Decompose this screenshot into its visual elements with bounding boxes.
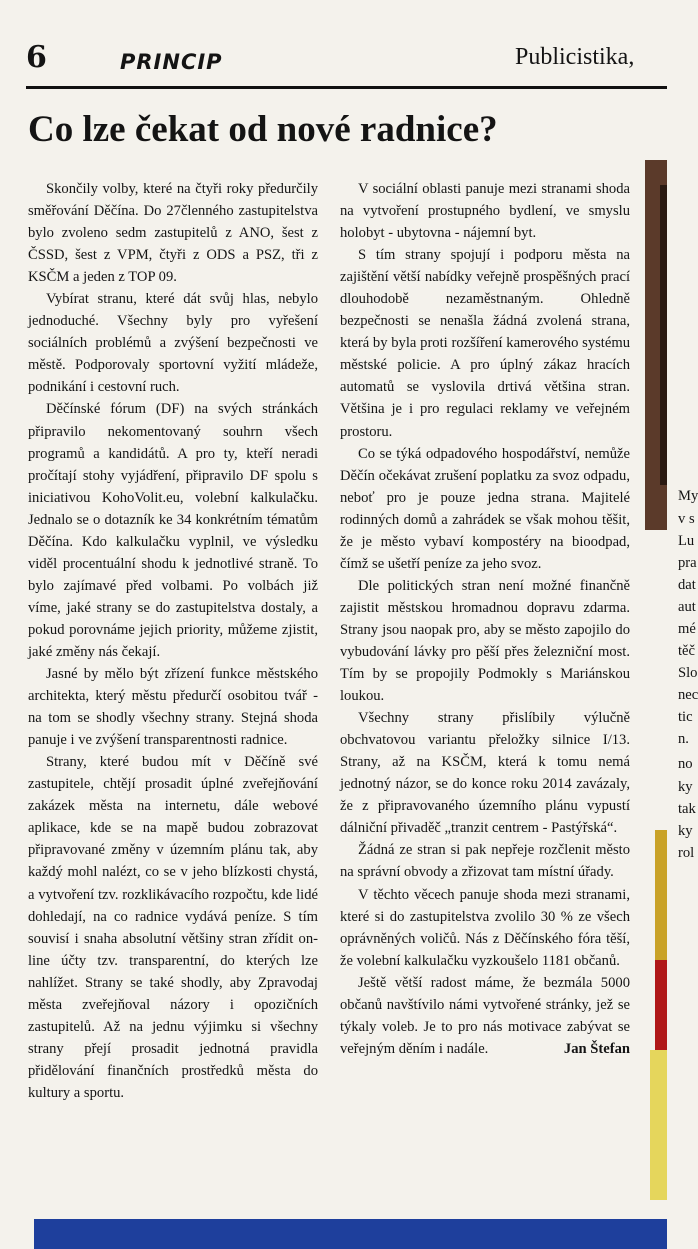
paragraph: Vybírat stranu, které dát svůj hlas, nebylo jednoduché. Všechny byly pro vyřešení sociálních problémů a zvýšení bezpečnosti ve městě. Podporovaly sportovní vyžití mládeže, podnikání i cestovní ruch. [28, 291, 318, 396]
neighbor-text-fragment: dat [678, 577, 696, 593]
neighbor-text-fragment: nec [678, 687, 698, 703]
neighbor-text-fragment: tak [678, 801, 696, 817]
neighbor-text-fragment: pra [678, 555, 697, 571]
paragraph: V sociální oblasti panuje mezi stranami shoda na vytvoření prostupného bydlení, ve smyslu holobyt - ubytovna - nájemní byt. [340, 181, 630, 242]
neighbor-text-fragment: Slo [678, 665, 698, 681]
paragraph: Strany, které budou mít v Děčíně své zastupitele, chtějí prosadit úplné zveřejňování zakázek města na internetu, dále webové aplikace, kde se na mapě budou zobrazovat připravované změny v územním plánu tak, aby každý mohl nalézt, co se v jeho blízkosti chystá, a vytvoření tzv. rozklikávacího rozpočtu, kde lidé dohledají, na co radnice vydává peníze. S tím souvisí i snaha absolutní většiny stran zřídit on-line účty tzv. transparentní, do kterých lze nahlížet. Strany se také shodly, aby Zpravodaj města zveřejňoval názory i opozičních zastupitelů. Až na jednu výjimku si všechny strany přejí prosadit jednotná pravidla přidělování finančních prostředků města do kultury a sportu. [28, 754, 318, 1101]
neighbor-text-fragment: rol [678, 845, 695, 861]
paragraph: Jasné by mělo být zřízení funkce městského architekta, který městu předurčí osobitou tvář - na tom se shodly všechny strany. Stejná shoda panuje i ve zvýšení transparentnosti radnice. [28, 666, 318, 749]
neighbor-text-fragment: no [678, 756, 693, 772]
paragraph: Žádná ze stran si pak nepřeje rozčlenit město na správní obvody a zřizovat tam místní úřady. [340, 842, 630, 881]
header-rule [26, 86, 667, 89]
paragraph: Děčínské fórum (DF) na svých stránkách připravilo nekomentovaný souhrn všech programů a kandidátů. A pro ty, kteří neradi pročítají stohy vyjádření, připravilo DF spolu s iniciativou KohoVolit.eu, volební kalkulačku. Jednalo se o dotazník ke 34 konkrétním tématům Děčína. Kdo kalkulačku vyplnil, ve výsledku viděl procentuální shodu k jednotlivé straně. To bylo zajímavé před volbami. Po volbách již víme, jaké strany se do zastupitelstva dostaly, a pokud porovnáme jejich priority, můžeme zjistit, jaké změny nás čekají. [28, 401, 318, 660]
neighbor-text-fragment: tic [678, 709, 693, 725]
paragraph: Dle politických stran není možné finančně zajistit městskou hromadnou dopravu zdarma. Strany jsou naopak pro, aby se město zapojilo do vybudování lávky pro pěší přes železniční most. Tím by se propojily Podmokly s Mariánskou loukou. [340, 577, 630, 705]
neighbor-text-fragment: v s [678, 511, 695, 527]
page-header [0, 0, 667, 98]
neighbor-ad-gold [655, 830, 667, 960]
article-column-2 [340, 178, 630, 1060]
neighbor-text-fragment: mé [678, 621, 696, 637]
neighbor-text-fragment: ky [678, 823, 693, 839]
paragraph: Co se týká odpadového hospodářství, nemůže Děčín očekávat zrušení poplatku za svoz odpadu, neboť pro je pouze jedna strana. Majitelé rodinných domů a zahrádek se však mohou těšit, že je město vybaví kompostéry na bioodpad, čímž se ušetří peníze za jeho svoz. [340, 445, 630, 572]
paragraph-text: Ještě větší radost máme, že bezmála 5000 občanů navštívilo námi vytvořené stránky, jež se týkaly voleb. Je to pro nás motivace zabývat se veřejným děním i nadále. [340, 974, 630, 1057]
neighbor-text-fragment: n. [678, 731, 689, 747]
neighbor-text-fragment: aut [678, 599, 696, 615]
section-title: Publicistika, [515, 44, 635, 70]
paragraph: Skončily volby, které na čtyři roky předurčily směřování Děčína. Do 27členného zastupitelstva bylo zvoleno sedm zastupitelů z ANO, šest z ČSSD, šest z VPM, čtyři z ODS a PSZ, tři z KSČM a jeden z TOP 09. [28, 181, 318, 286]
neighbor-photo-shadow [660, 185, 667, 485]
paragraph: Všechny strany přislíbily výlučně obchvatovou variantu přeložky silnice I/13. Strany, až na KSČM, která k tomu nemá jednotný názor, se do konce roku 2014 zavázaly, že z připravovaného územního plánu vypustí dálniční přivaděč „tranzit centrem - Pastýřská“. [340, 710, 630, 837]
neighbor-text-fragment: Lu [678, 533, 695, 549]
paragraph: V těchto věcech panuje shoda mezi stranami, které si do zastupitelstva zvolilo 30 % ze všech oprávněných voličů. Nás z Děčínského fóra těší, že volební kalkulačku vyzkoušelo 1181 občanů. [340, 886, 630, 969]
article-column-1 [28, 178, 318, 1104]
neighbor-ad-yellow [650, 1050, 667, 1200]
neighbor-text-fragment: těč [678, 643, 696, 659]
page-number: 6 [26, 40, 47, 75]
paragraph [340, 972, 630, 1060]
neighbor-text-fragment: My [678, 488, 698, 504]
neighbor-text-fragment: ky [678, 779, 693, 795]
author-signature: Jan Štefan [563, 1040, 630, 1057]
neighbor-ad-red [655, 960, 667, 1050]
paragraph: S tím strany spojují i podporu města na zajištění větší nabídky veřejně prospěšných prací dlouhodobě nezaměstnaným. Ohledně bezpečnosti se nenašla žádná zvolená strana, která by byla proti rozšíření kamerového systému městské policie. A pro úplný zákaz hracích automatů se vyslovila drtivá většina stran. Většina je i pro regulaci reklamy ve veřejném prostoru. [340, 247, 630, 440]
article-headline: Co lze čekat od nové radnice? [28, 109, 498, 150]
bottom-ad-banner [34, 1219, 667, 1249]
brand-logo: PRINCIP [120, 50, 223, 74]
